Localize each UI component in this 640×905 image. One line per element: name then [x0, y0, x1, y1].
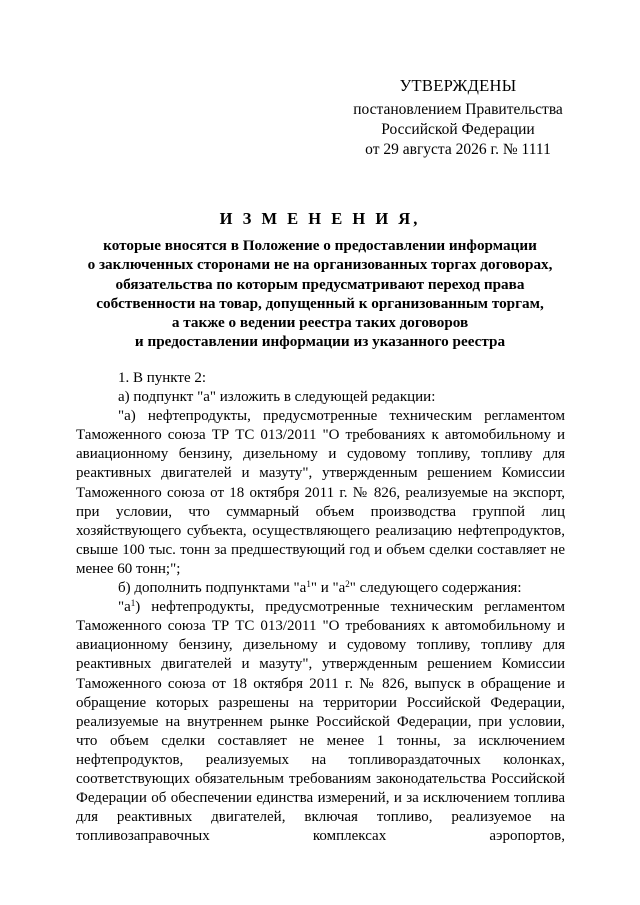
document-heading: И З М Е Н Е Н И Я, — [219, 209, 421, 228]
subheading-line: собственности на товар, допущенный к организованным торгам, — [96, 294, 544, 312]
subheading-line: которые вносятся в Положение о предоставлении информации — [103, 237, 537, 254]
subheading-line: обязательства по которым предусматривают переход права — [115, 275, 525, 293]
superscript: 1 — [130, 598, 136, 609]
approval-title: УТВЕРЖДЕНЫ — [399, 76, 517, 95]
subitem-b-paragraph — [76, 579, 565, 598]
subheading-line: о заключенных сторонами не на организованных торгах договорах, — [87, 256, 553, 274]
subitem-b-part: " следующего содержания: — [349, 580, 522, 597]
subheading-line: и предоставлении информации из указанного реестра — [134, 333, 506, 351]
subheading-line: а также о ведении реестра таких договоров — [171, 314, 469, 332]
superscript: 1 — [306, 579, 311, 590]
approval-line-3: от 29 августа 2026 г. № 1111 — [365, 141, 551, 158]
subitem-b-part: " и "а — [310, 580, 346, 597]
subitem-b-part: б) дополнить подпунктами "а — [118, 580, 307, 597]
approval-stamp — [340, 76, 576, 160]
subitem-a1-body: ) нефтепродукты, предусмотренные техническим регламентом Таможенного союза ТР ТС 013/2011 "О требованиях к автомобильному и авиационному бензину, дизельному и судовому топливу, топливу для реактивных двигателей и мазуту", утвержденным решением Комиссии Таможенного союза от 18 октября 2011 г. № 826, выпуск в обращение и обращение которых разрешены на территории Российской Федерации, реализуемые на внутреннем рынке Российской Федерации, при условии, что объем сделки составляет не менее 1 тонны, за исключением нефтепродуктов, реализуемых на топливораздаточных колонках, соответствующих обязательным требованиям законодательства Российской Федерации об обеспечении единства измерений, и за исключением топлива для реактивных двигателей, включая топливо, реализуемое на топливозаправочных комплексах аэропортов, — [76, 599, 565, 845]
subitem-a-paragraph: а) подпункт "а" изложить в следующей редакции: — [118, 389, 436, 406]
approval-line-1: постановлением Правительства — [353, 101, 563, 118]
document-subheading — [40, 236, 600, 352]
superscript: 2 — [345, 579, 350, 590]
subitem-a-text: "а) нефтепродукты, предусмотренные техническим регламентом Таможенного союза ТР ТС 013/2011 "О требованиях к автомобильному и авиационному бензину, дизельному и судовому топливу, топливу для реактивных двигателей и мазуту", утвержденным решением Комиссии Таможенного союза от 18 октября 2011 г. № 826, реализуемые на экспорт, при условии, что суммарный объем производства группой лиц хозяйствующего субъекта, осуществляющего реализацию нефтепродуктов, свыше 100 тыс. тонн за предшествующий год и объем сделки составляет не менее 60 тонн;"; — [76, 408, 565, 577]
approval-line-2: Российской Федерации — [381, 121, 535, 138]
item-1-paragraph: 1. В пункте 2: — [118, 370, 207, 386]
subitem-a1-text — [76, 598, 565, 846]
subitem-a1-prefix: "а — [118, 599, 131, 616]
document-body — [76, 369, 565, 846]
